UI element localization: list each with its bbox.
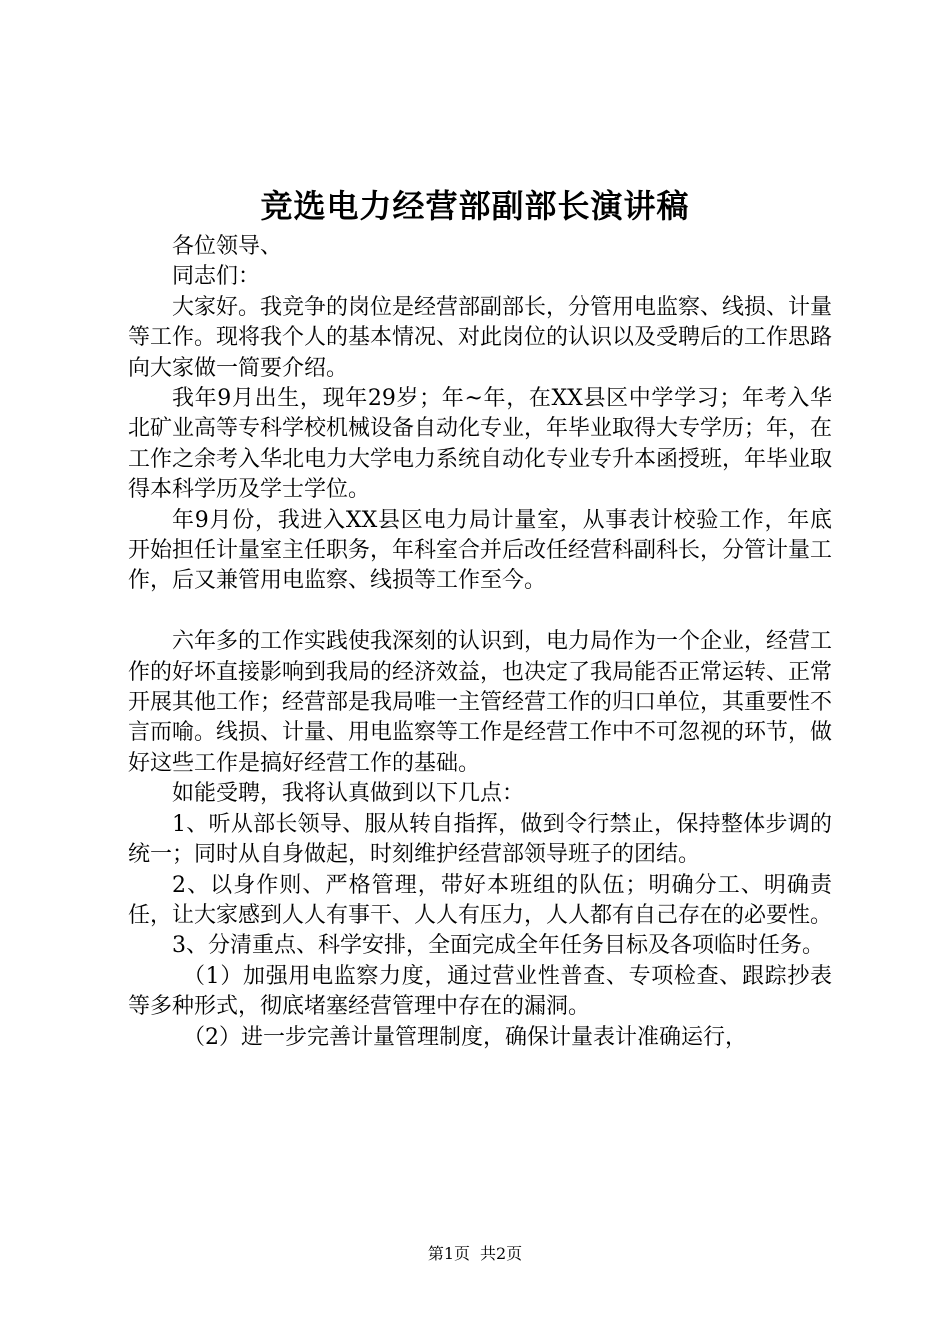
paragraph-background: 我年9月出生，现年29岁；年~年，在XX县区中学学习；年考入华北矿业高等专科学校机械设备自动化专业，年毕业取得大专学历；年，在工作之余考入华北电力大学电力系统自动化专业专升本函授班，年毕业取得本科学历及学士学位。: [128, 386, 833, 503]
list-item-1: 1、听从部长领导、服从转自指挥，做到令行禁止，保持整体步调的统一；同时从自身做起，时刻维护经营部领导班子的团结。: [128, 811, 832, 868]
paragraph-work-history: 年9月份，我进入XX县区电力局计量室，从事表计校验工作，年底开始担任计量室主任职务，年科室合并后改任经营科副科长，分管计量工作，后又兼管用电监察、线损等工作至今。: [128, 507, 833, 594]
salutation-comrades: 同志们：: [172, 264, 261, 290]
paragraph-understanding: 六年多的工作实践使我深刻的认识到，电力局作为一个企业，经营工作的好坏直接影响到我局的经济效益，也决定了我局能否正常运转、正常开展其他工作；经营部是我局唯一主管经营工作的归口单位，其重要性不言而喻。线损、计量、用电监察等工作是经营工作中不可忽视的环节，做好这些工作是搞好经营工作的基础。: [128, 629, 833, 776]
document-title: 竞选电力经营部副部长演讲稿: [260, 187, 690, 225]
sub-item-1: （1）加强用电监察力度，通过营业性普查、专项检查、跟踪抄表等多种形式，彻底堵塞经营管理中存在的漏洞。: [128, 963, 832, 1020]
salutation-leaders: 各位领导、: [172, 234, 283, 259]
list-item-2: 2、以身作则、严格管理，带好本班组的队伍；明确分工、明确责任，让大家感到人人有事干、人人有压力，人人都有自己存在的必要性。: [128, 872, 833, 928]
document-body: [128, 232, 832, 1053]
sub-item-2: （2）进一步完善计量管理制度，确保计量表计准确运行，: [183, 1024, 747, 1050]
paragraph-commitment: 如能受聘，我将认真做到以下几点：: [172, 781, 525, 807]
list-item-3: 3、分清重点、科学安排，全面完成全年任务目标及各项临时任务。: [172, 933, 824, 959]
page-total: 共2页: [480, 1244, 523, 1263]
paragraph-intro: 大家好。我竞争的岗位是经营部副部长，分管用电监察、线损、计量等工作。现将我个人的基本情况、对此岗位的认识以及受聘后的工作思路向大家做一简要介绍。: [128, 294, 833, 381]
page-footer: [0, 1243, 950, 1265]
page-number: 第1页: [427, 1244, 470, 1263]
